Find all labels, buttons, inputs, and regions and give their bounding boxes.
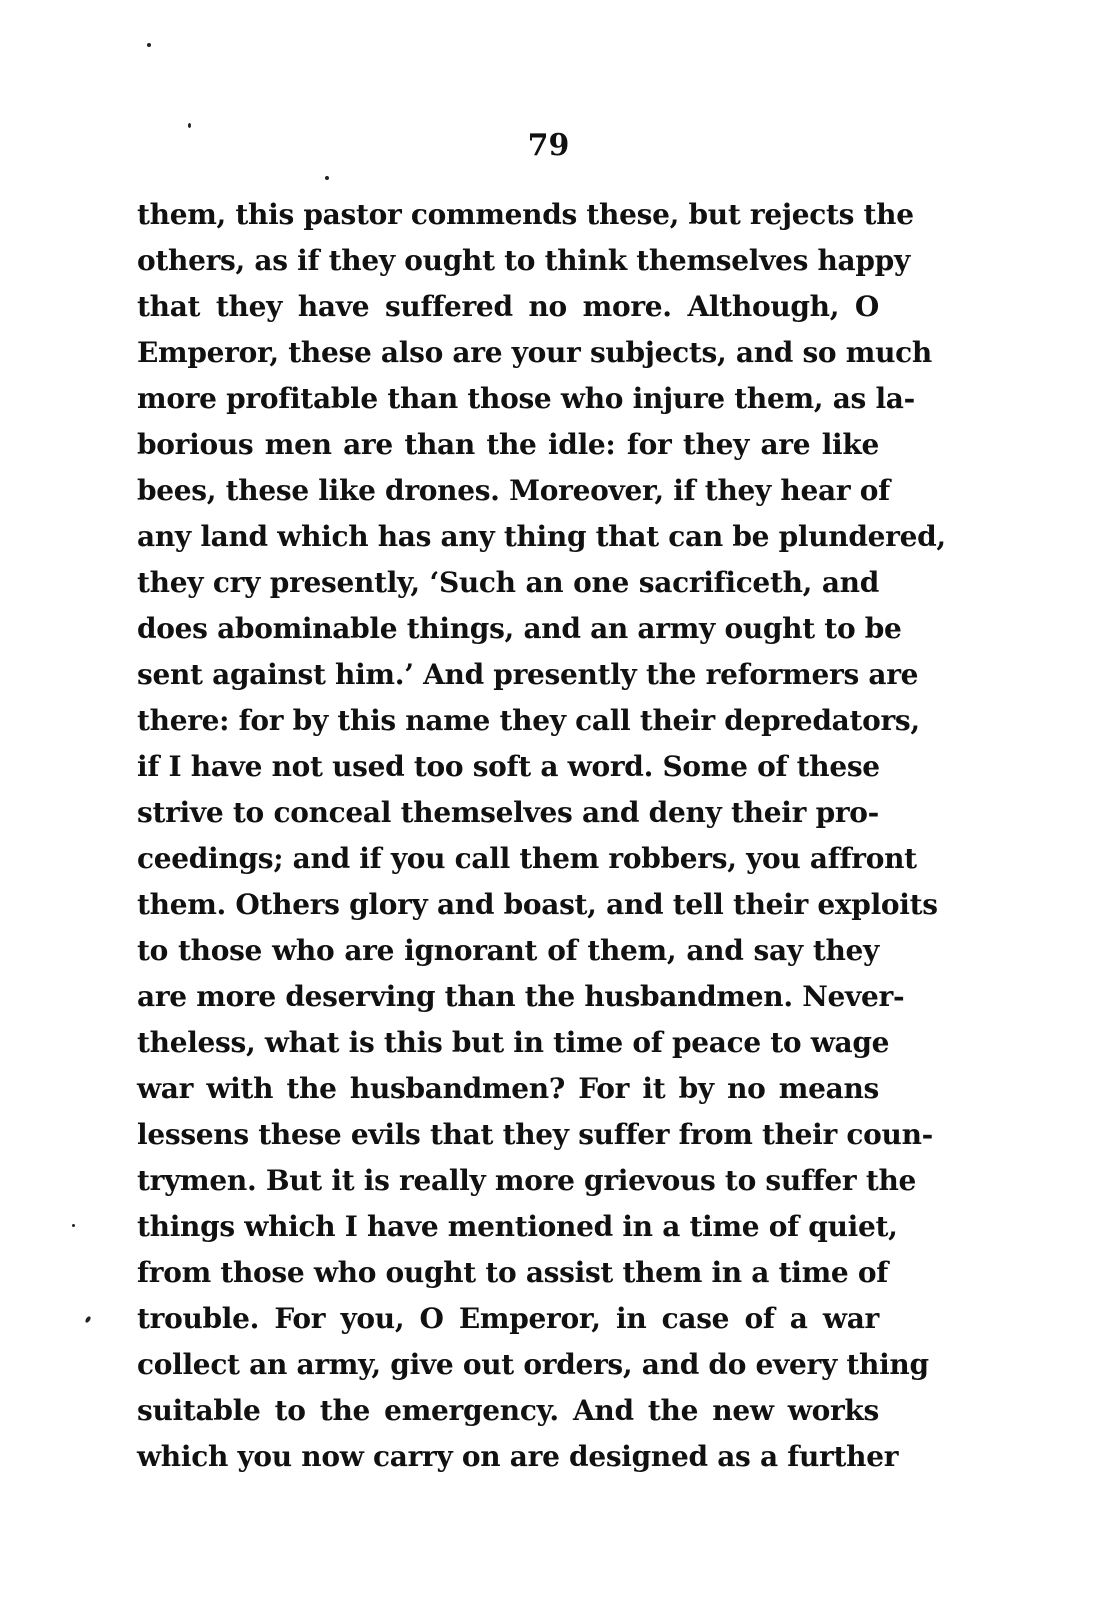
text-line: does abominable things, and an army ought to be [137, 612, 902, 645]
text-line: that they have suffered no more. Although, O [137, 290, 879, 323]
text-line: bees, these like drones. Moreover, if they hear of [137, 474, 890, 507]
text-line: ceedings; and if you call them robbers, you affront [137, 842, 917, 875]
text-line: Emperor, these also are your subjects, and so much [137, 336, 932, 369]
scan-speck [84, 1315, 91, 1323]
text-line: there: for by this name they call their depredators, [137, 704, 920, 737]
text-line: sent against him.’ And presently the reformers are [137, 658, 919, 691]
text-line: any land which has any thing that can be plundered, [137, 520, 946, 553]
body-text [137, 192, 946, 1480]
text-line: theless, what is this but in time of peace to wage [137, 1026, 890, 1059]
text-line: them, this pastor commends these, but rejects the [137, 198, 914, 231]
text-line: which you now carry on are designed as a further [137, 1440, 899, 1473]
text-line: lessens these evils that they suffer from their coun- [137, 1118, 933, 1151]
text-line: trouble. For you, O Emperor, in case of a war [137, 1302, 879, 1335]
text-line: borious men are than the idle: for they are like [137, 428, 879, 461]
scan-speck [72, 1224, 75, 1227]
text-line: others, as if they ought to think themselves happy [137, 244, 910, 277]
text-line: from those who ought to assist them in a time of [137, 1256, 888, 1289]
scan-speck [325, 176, 329, 180]
text-line: they cry presently, ‘Such an one sacrificeth, and [137, 566, 879, 599]
text-line: things which I have mentioned in a time of quiet, [137, 1210, 898, 1243]
text-line: are more deserving than the husbandmen. Never- [137, 980, 905, 1013]
scan-speck [147, 43, 151, 47]
text-line: strive to conceal themselves and deny their pro- [137, 796, 879, 829]
text-line: suitable to the emergency. And the new works [137, 1394, 879, 1427]
text-line: collect an army, give out orders, and do every thing [137, 1348, 929, 1381]
text-line: to those who are ignorant of them, and say they [137, 934, 879, 967]
scan-speck [188, 123, 191, 128]
text-line: them. Others glory and boast, and tell their exploits [137, 888, 938, 921]
text-line: war with the husbandmen? For it by no means [137, 1072, 879, 1105]
text-line: if I have not used too soft a word. Some of these [137, 750, 880, 783]
text-line: trymen. But it is really more grievous to suffer the [137, 1164, 917, 1197]
page-number: 79 [527, 128, 570, 163]
text-line: more profitable than those who injure them, as la- [137, 382, 915, 415]
